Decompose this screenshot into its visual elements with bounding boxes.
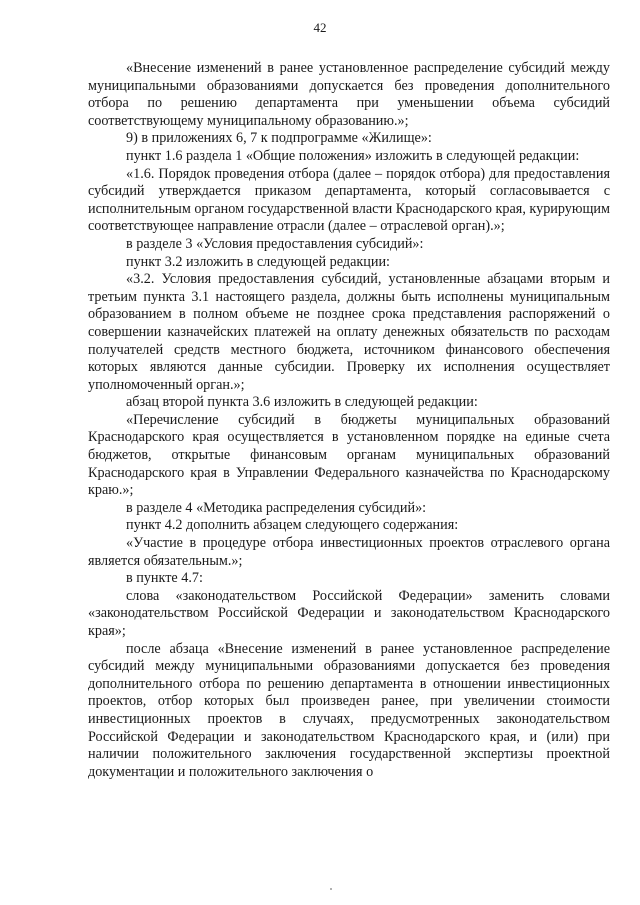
paragraph: пункт 3.2 изложить в следующей редакции: [126,253,390,270]
paragraph: «Перечисление субсидий в бюджеты муниципальных образований Краснодарского края осуществляется в установленном порядке на единые счета бюджетов, открытые финансовым органам муниципальных образований Краснодарского края в Управлении Федерального казначейства по Краснодарскому краю.»; [88,411,610,499]
scan-speck [330,888,332,890]
document-body [88,60,610,781]
paragraph: «3.2. Условия предоставления субсидий, установленные абзацами вторым и третьим пункта 3.1 настоящего раздела, должны быть исполнены муниципальным образованием в полном объеме не позднее срока представления распоряжений о совершении казначейских платежей на оплату денежных обязательств по расходам получателей средств местного бюджета, источником финансового обеспечения которых являются данные субсидии. Проверку их исполнения осуществляет уполномоченный орган.»; [88,271,610,393]
paragraph: 9) в приложениях 6, 7 к подпрограмме «Жилище»: [126,130,432,147]
paragraph: в разделе 3 «Условия предоставления субсидий»: [126,235,424,252]
paragraph: пункт 1.6 раздела 1 «Общие положения» изложить в следующей редакции: [126,147,580,164]
paragraph: слова «законодательством Российской Федерации» заменить словами «законодательством Российской Федерации и законодательством Краснодарского края»; [88,587,610,639]
paragraph: «Участие в процедуре отбора инвестиционных проектов отраслевого органа является обязательным.»; [88,535,610,569]
paragraph: абзац второй пункта 3.6 изложить в следующей редакции: [126,394,478,411]
paragraph: в разделе 4 «Методика распределения субсидий»: [126,499,427,516]
paragraph: в пункте 4.7: [126,570,203,587]
paragraph: пункт 4.2 дополнить абзацем следующего содержания: [126,517,459,534]
paragraph: «1.6. Порядок проведения отбора (далее – порядок отбора) для предоставления субсидий утверждается приказом департамента, который согласовывается с исполнительным органом государственной власти Краснодарского края, курирующим соответствующее направление отрасли (далее – отраслевой орган).»; [88,165,610,235]
page-number: 42 [313,20,327,35]
paragraph: после абзаца «Внесение изменений в ранее установленное распределение субсидий между муниципальными образованиями допускается без проведения дополнительного отбора по решению департамента в отношении инвестиционных проектов, отбор которых был произведен ранее, при увеличении стоимости инвестиционных проектов в случаях, предусмотренных законодательством Российской Федерации и законодательством Краснодарского края, и (или) при наличии положительного заключения государственной экспертизы проектной документации и положительного заключения о [88,640,610,780]
paragraph: «Внесение изменений в ранее установленное распределение субсидий между муниципальными образованиями допускается без проведения дополнительного отбора по решению департамента при уменьшении объема субсидий соответствующему муниципальному образованию.»; [88,60,610,129]
